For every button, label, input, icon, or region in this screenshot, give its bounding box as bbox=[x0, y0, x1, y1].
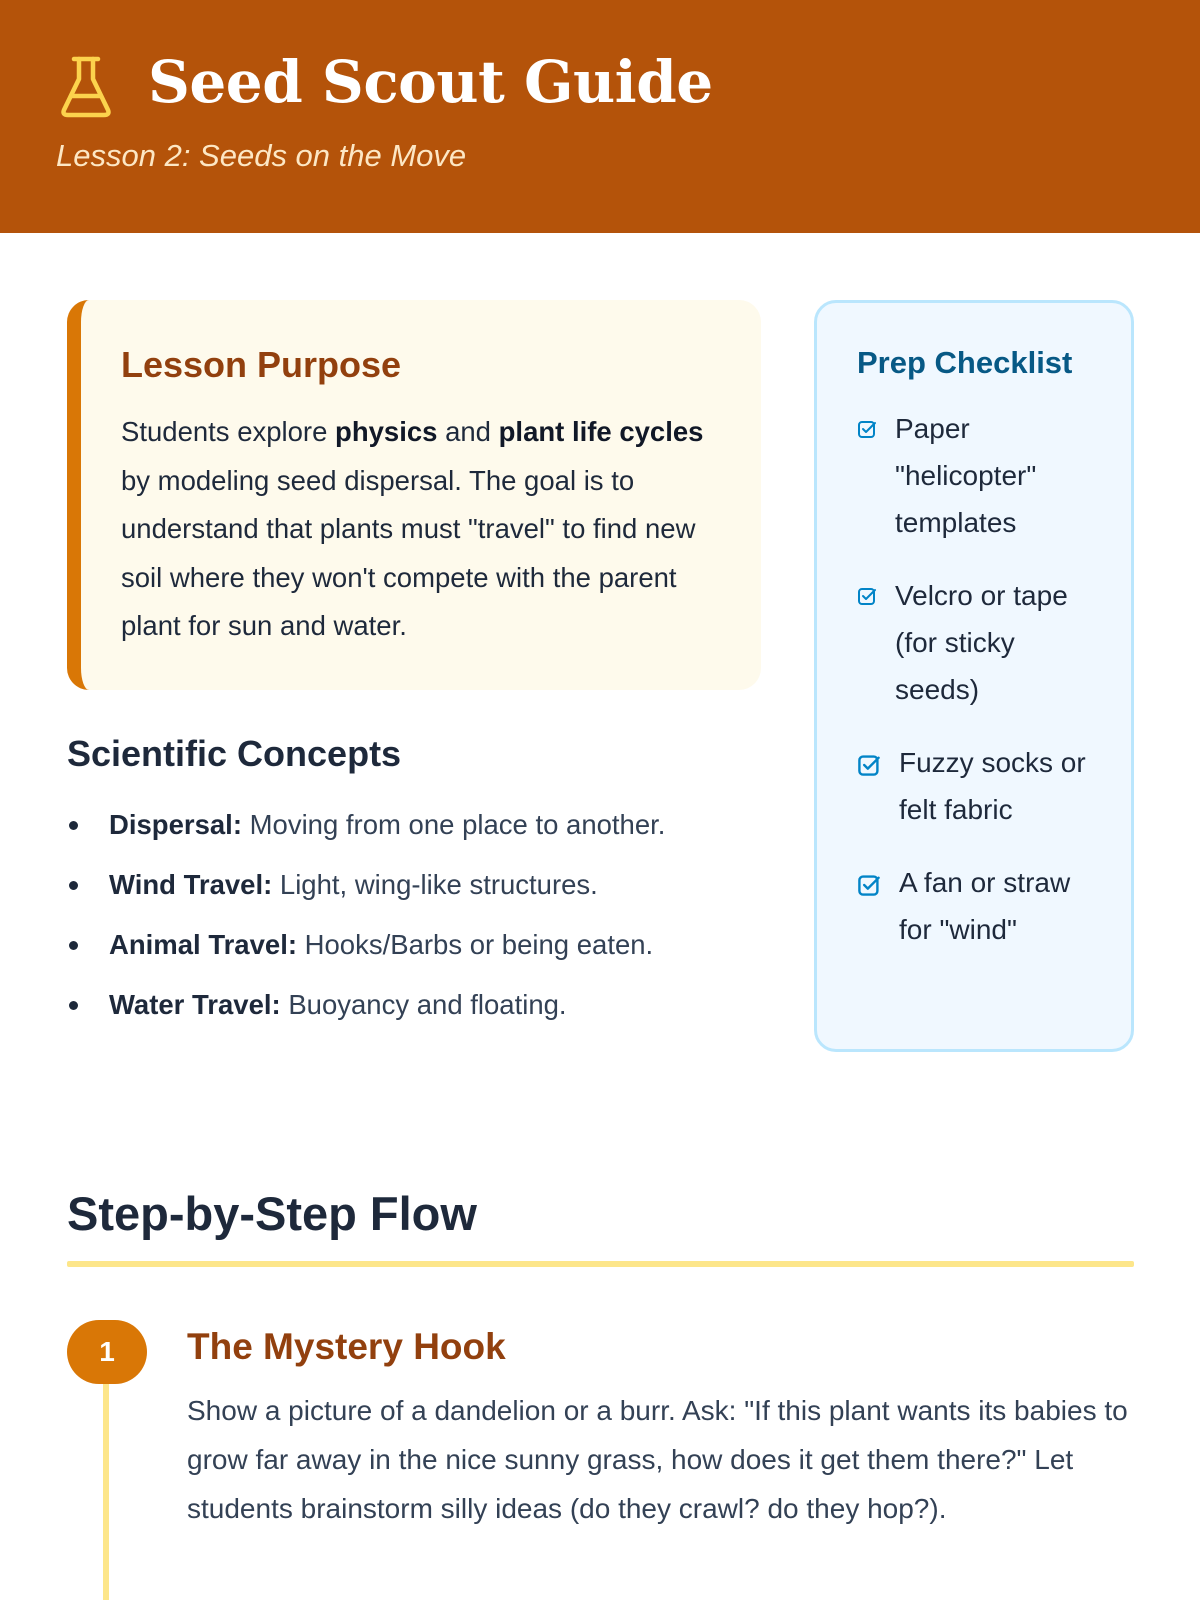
step-description: Show a picture of a dandelion or a burr. Ask: "If this plant wants its babies to grow far away in the nice sunny grass, how does it get them there?" Let students brainstorm silly ideas (do they crawl? do they hop?). bbox=[187, 1395, 1128, 1524]
step-number-badge: 1 bbox=[67, 1320, 147, 1384]
section-divider bbox=[67, 1261, 1134, 1267]
lesson-subtitle: Lesson 2: Seeds on the Move bbox=[56, 138, 467, 173]
flow-section-title: Step-by-Step Flow bbox=[67, 1187, 477, 1240]
checklist-item: Velcro or tape (for sticky seeds) bbox=[857, 572, 1103, 713]
checklist-item: Paper "helicopter" templates bbox=[857, 405, 1103, 546]
concepts-list bbox=[67, 805, 767, 1045]
timeline-line bbox=[103, 1380, 109, 1600]
checklist-item: Fuzzy socks or felt fabric bbox=[857, 739, 1103, 833]
list-item: Water Travel: Buoyancy and floating. bbox=[67, 985, 767, 1045]
page-header bbox=[0, 0, 1200, 233]
lesson-purpose-text: Students explore physics and plant life cycles by modeling seed dispersal. The goal is to understand that plants must "travel" to find new soil where they won't compete with the parent plant for sun and water. bbox=[121, 416, 704, 641]
flask-icon bbox=[60, 55, 112, 119]
prep-checklist bbox=[814, 300, 1134, 1052]
step-title: The Mystery Hook bbox=[187, 1326, 506, 1367]
concepts-heading: Scientific Concepts bbox=[67, 733, 402, 774]
list-item: Dispersal: Moving from one place to another. bbox=[67, 805, 767, 865]
checklist-item: A fan or straw for "wind" bbox=[857, 859, 1103, 953]
checkbox-checked-icon bbox=[857, 586, 877, 606]
checkbox-checked-icon bbox=[857, 753, 881, 777]
list-item: Wind Travel: Light, wing-like structures. bbox=[67, 865, 767, 925]
list-item: Animal Travel: Hooks/Barbs or being eaten. bbox=[67, 925, 767, 985]
checklist-heading: Prep Checklist bbox=[857, 345, 1073, 380]
scientific-concepts bbox=[67, 733, 767, 1045]
lesson-purpose-heading: Lesson Purpose bbox=[121, 344, 402, 385]
page-title: Seed Scout Guide bbox=[148, 48, 713, 116]
checkbox-checked-icon bbox=[857, 419, 877, 439]
checkbox-checked-icon bbox=[857, 873, 881, 897]
lesson-purpose-card bbox=[67, 300, 761, 690]
